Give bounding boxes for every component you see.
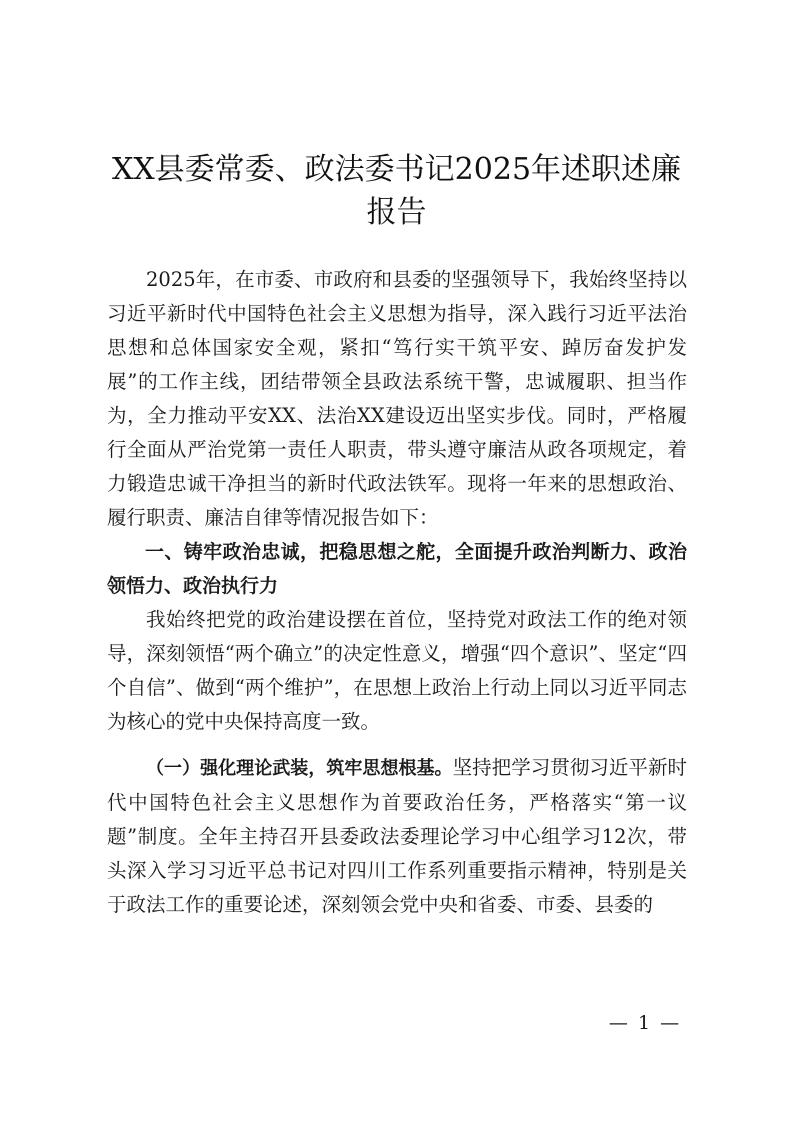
section-1-heading: 一、铸牢政治忠诚，把稳思想之舵，全面提升政治判断力、政治领悟力、政治执行力 bbox=[107, 541, 687, 597]
document-body bbox=[107, 263, 687, 922]
page-number: — 1 — bbox=[608, 1012, 682, 1034]
subsection-1-text: 坚持把学习贯彻习近平新时代中国特色社会主义思想作为首要政治任务，严格落实“第一议题”制度。全年主持召开县委政法委理论学习中心组学习12次，带头深入学习习近平总书记对四川工作系列重要指示精神，特别是关于政法工作的重要论述，深刻领会党中央和省委、市委、县委的 bbox=[107, 756, 687, 916]
intro-paragraph: 2025年，在市委、市政府和县委的坚强领导下，我始终坚持以习近平新时代中国特色社会主义思想为指导，深入践行习近平法治思想和总体国家安全观，紧扣“笃行实干筑平安、踔厉奋发护发展”的工作主线，团结带领全县政法系统干警，忠诚履职、担当作为，全力推动平安XX、法治XX建设迈出坚实步伐。同时，严格履行全面从严治党第一责任人职责，带头遵守廉洁从政各项规定，着力锻造忠诚干净担当的新时代政法铁军。现将一年来的思想政治、履行职责、廉洁自律等情况报告如下： bbox=[107, 268, 687, 529]
document-title: XX县委常委、政法委书记2025年述职述廉报告 bbox=[111, 152, 682, 230]
section-1-paragraph: 我始终把党的政治建设摆在首位，坚持党对政法工作的绝对领导，深刻领悟“两个确立”的决定性意义，增强“四个意识”、坚定“四个自信”、做到“两个维护”，在思想上政治上行动上同以习近平同志为核心的党中央保持高度一致。 bbox=[107, 608, 687, 733]
subsection-1-paragraph bbox=[107, 751, 687, 922]
subsection-1-heading: （一）强化理论武装，筑牢思想根基。 bbox=[146, 758, 453, 779]
